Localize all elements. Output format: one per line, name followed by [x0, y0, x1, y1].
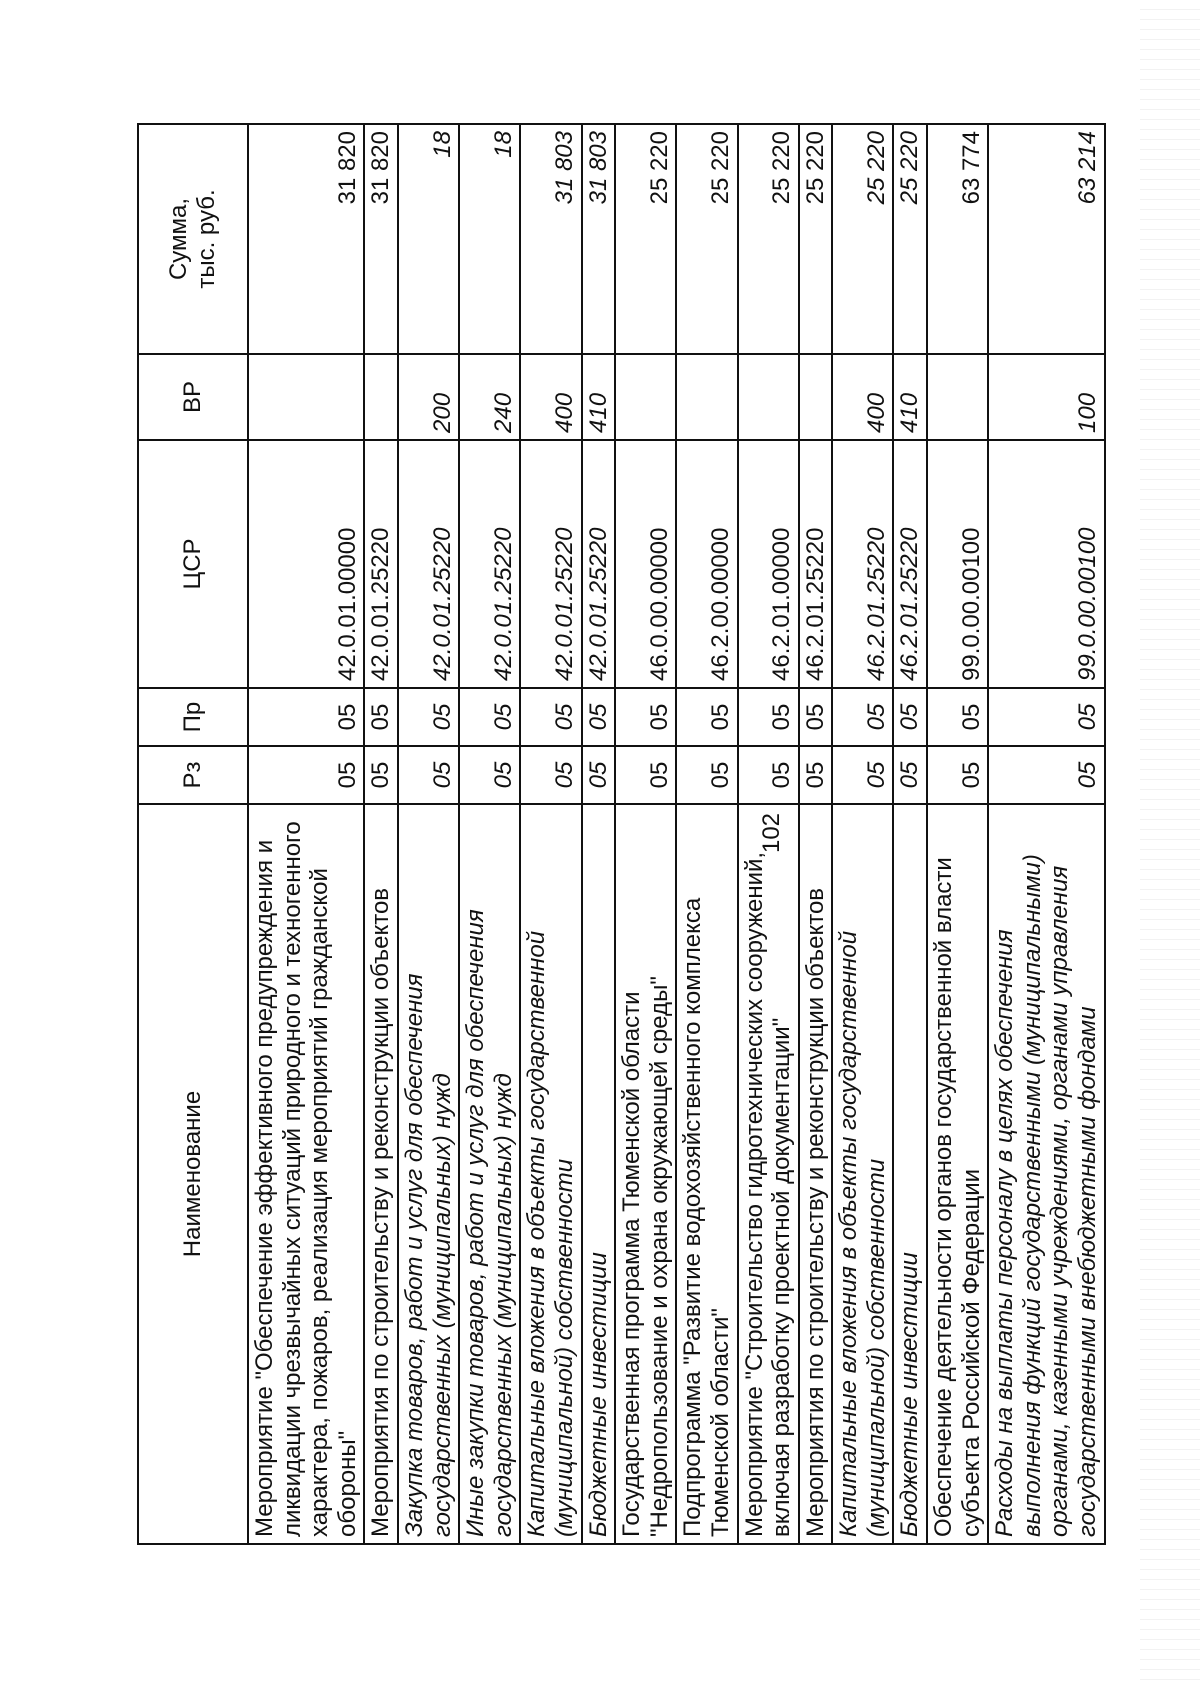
cell-sum: 31 820 — [364, 124, 398, 354]
table-row — [248, 124, 364, 1544]
header-sum-line1: Сумма, — [165, 197, 193, 281]
cell-sum: 25 220 — [832, 124, 893, 354]
table-body — [248, 124, 1105, 1544]
cell-rz: 05 — [582, 746, 616, 804]
table-row — [738, 124, 799, 1544]
cell-name: Бюджетные инвестиции — [582, 804, 616, 1544]
cell-vr: 400 — [520, 354, 581, 440]
cell-rz: 05 — [738, 746, 799, 804]
table-row — [927, 124, 988, 1544]
cell-rz: 05 — [364, 746, 398, 804]
budget-table — [137, 123, 1106, 1545]
cell-vr — [615, 354, 676, 440]
cell-csr: 46.2.01.00000 — [738, 440, 799, 688]
page-number: 102 — [758, 812, 785, 854]
cell-name: Мероприятия по строительству и реконструкции объектов — [364, 804, 398, 1544]
cell-pr: 05 — [738, 688, 799, 746]
table-row — [459, 124, 520, 1544]
cell-rz: 05 — [988, 746, 1104, 804]
cell-pr: 05 — [582, 688, 616, 746]
header-sum — [138, 124, 248, 354]
header-name: Наименование — [138, 804, 248, 1544]
cell-sum: 18 — [459, 124, 520, 354]
cell-vr — [676, 354, 737, 440]
table-row — [615, 124, 676, 1544]
cell-rz: 05 — [248, 746, 364, 804]
cell-rz: 05 — [676, 746, 737, 804]
cell-name: Мероприятия по строительству и реконструкции объектов — [799, 804, 833, 1544]
table-row — [893, 124, 927, 1544]
cell-vr: 240 — [459, 354, 520, 440]
cell-name: Расходы на выплаты персоналу в целях обеспечения выполнения функций государственными (муниципальными) органами, казенными учреждениями, органами управления государственными внебюджетными фондами — [988, 804, 1104, 1544]
cell-vr: 100 — [988, 354, 1104, 440]
cell-csr: 46.2.00.00000 — [676, 440, 737, 688]
cell-csr: 42.0.01.25220 — [582, 440, 616, 688]
cell-vr: 410 — [582, 354, 616, 440]
cell-csr: 46.2.01.25220 — [832, 440, 893, 688]
cell-pr: 05 — [248, 688, 364, 746]
cell-pr: 05 — [832, 688, 893, 746]
cell-sum: 25 220 — [893, 124, 927, 354]
cell-csr: 42.0.01.25220 — [398, 440, 459, 688]
cell-pr: 05 — [676, 688, 737, 746]
cell-vr — [799, 354, 833, 440]
cell-pr: 05 — [398, 688, 459, 746]
cell-vr: 410 — [893, 354, 927, 440]
cell-rz: 05 — [832, 746, 893, 804]
cell-rz: 05 — [927, 746, 988, 804]
cell-csr: 46.2.01.25220 — [893, 440, 927, 688]
cell-csr: 42.0.01.25220 — [459, 440, 520, 688]
cell-pr: 05 — [893, 688, 927, 746]
table-header-row — [138, 124, 248, 1544]
cell-name: Иные закупки товаров, работ и услуг для обеспечения государственных (муниципальных) нужд — [459, 804, 520, 1544]
cell-vr: 400 — [832, 354, 893, 440]
cell-name: Капитальные вложения в объекты государственной (муниципальной) собственности — [832, 804, 893, 1544]
cell-sum: 31 820 — [248, 124, 364, 354]
cell-vr — [927, 354, 988, 440]
cell-name: Мероприятие "Строительство гидротехнических сооружений, включая разработку проектной документации" — [738, 804, 799, 1544]
cell-name: Бюджетные инвестиции — [893, 804, 927, 1544]
header-sum-line2: тыс. руб. — [193, 189, 220, 289]
cell-name: Капитальные вложения в объекты государственной (муниципальной) собственности — [520, 804, 581, 1544]
header-rz: Рз — [138, 746, 248, 804]
cell-pr: 05 — [615, 688, 676, 746]
rotated-table-wrapper — [137, 125, 1106, 1545]
cell-rz: 05 — [799, 746, 833, 804]
cell-pr: 05 — [364, 688, 398, 746]
cell-rz: 05 — [893, 746, 927, 804]
cell-rz: 05 — [520, 746, 581, 804]
cell-sum: 63 774 — [927, 124, 988, 354]
cell-sum: 18 — [398, 124, 459, 354]
table-row — [582, 124, 616, 1544]
scan-edge-artifact — [1140, 0, 1200, 1686]
cell-vr — [248, 354, 364, 440]
table-row — [832, 124, 893, 1544]
table-row — [520, 124, 581, 1544]
cell-csr: 46.0.00.00000 — [615, 440, 676, 688]
cell-sum: 25 220 — [799, 124, 833, 354]
table-row — [988, 124, 1104, 1544]
cell-pr: 05 — [520, 688, 581, 746]
cell-sum: 31 803 — [520, 124, 581, 354]
table-row — [364, 124, 398, 1544]
cell-sum: 31 803 — [582, 124, 616, 354]
table-row — [676, 124, 737, 1544]
cell-name: Подпрограмма "Развитие водохозяйственного комплекса Тюменской области" — [676, 804, 737, 1544]
cell-csr: 42.0.01.25220 — [364, 440, 398, 688]
header-csr: ЦСР — [138, 440, 248, 688]
cell-csr: 99.0.00.00100 — [927, 440, 988, 688]
cell-sum: 25 220 — [738, 124, 799, 354]
cell-pr: 05 — [459, 688, 520, 746]
cell-vr — [364, 354, 398, 440]
cell-rz: 05 — [615, 746, 676, 804]
cell-rz: 05 — [398, 746, 459, 804]
cell-pr: 05 — [799, 688, 833, 746]
cell-name: Государственная программа Тюменской области "Недропользование и охрана окружающей среды" — [615, 804, 676, 1544]
cell-rz: 05 — [459, 746, 520, 804]
cell-pr: 05 — [927, 688, 988, 746]
cell-csr: 99.0.00.00100 — [988, 440, 1104, 688]
cell-vr: 200 — [398, 354, 459, 440]
table-row — [799, 124, 833, 1544]
cell-csr: 46.2.01.25220 — [799, 440, 833, 688]
header-vr: ВР — [138, 354, 248, 440]
cell-sum: 63 214 — [988, 124, 1104, 354]
cell-name: Закупка товаров, работ и услуг для обеспечения государственных (муниципальных) нужд — [398, 804, 459, 1544]
cell-name: Обеспечение деятельности органов государственной власти субъекта Российской Федерации — [927, 804, 988, 1544]
table-row — [398, 124, 459, 1544]
header-pr: Пр — [138, 688, 248, 746]
cell-sum: 25 220 — [676, 124, 737, 354]
cell-name: Мероприятие "Обеспечение эффективного предупреждения и ликвидации чрезвычайных ситуаций природного и техногенного характера, пожаров, реализация мероприятий гражданской обороны" — [248, 804, 364, 1544]
cell-vr — [738, 354, 799, 440]
cell-pr: 05 — [988, 688, 1104, 746]
cell-sum: 25 220 — [615, 124, 676, 354]
cell-csr: 42.0.01.00000 — [248, 440, 364, 688]
cell-csr: 42.0.01.25220 — [520, 440, 581, 688]
